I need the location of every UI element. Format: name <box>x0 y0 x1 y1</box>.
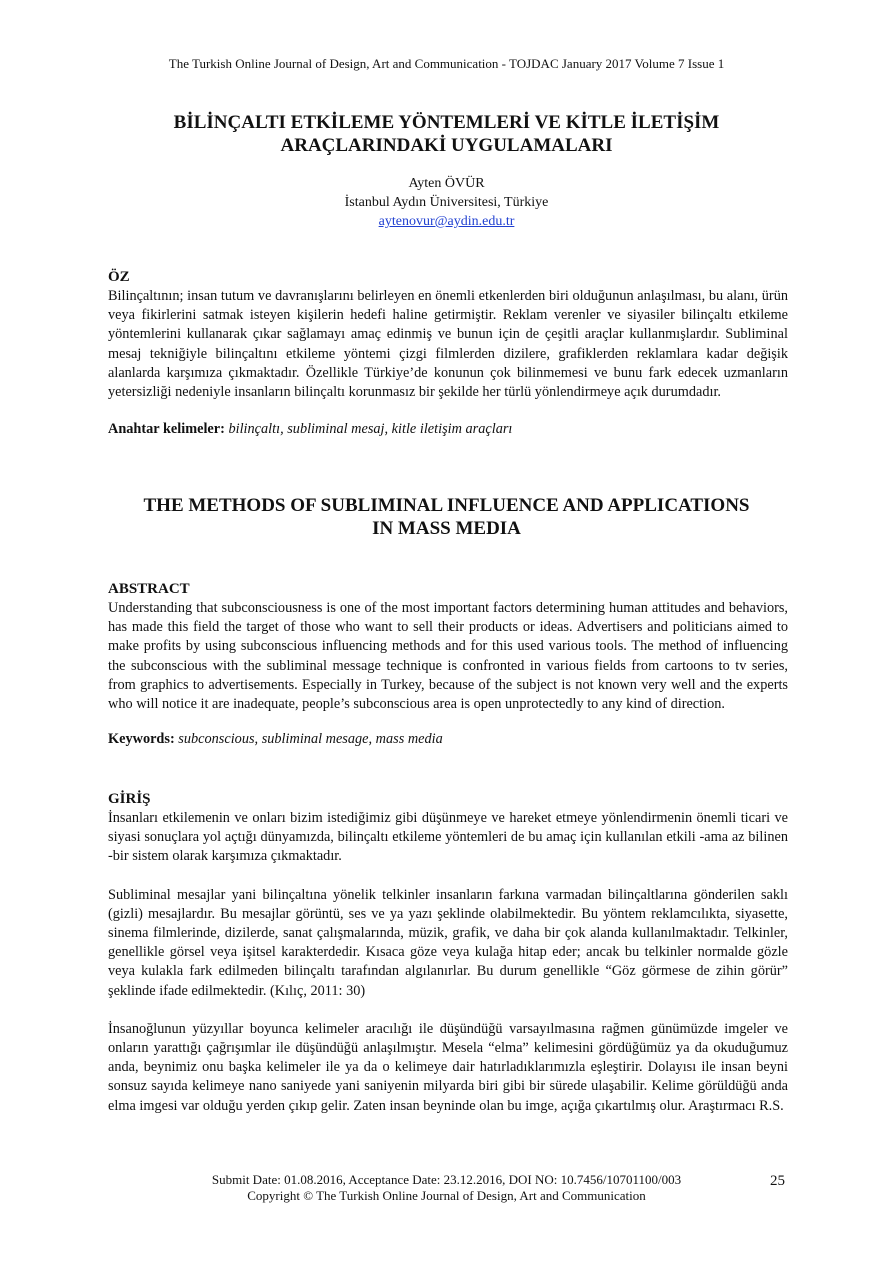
giris-paragraph-3: İnsanoğlunun yüzyıllar boyunca kelimeler aracılığı ile düşündüğü varsayılmasına rağmen günümüzde imgeler ve onların yarattığı çağrışımlar ile düşündüğü anlaşılmıştır. Mesela “elma” kelimesini gördüğümüz ya da okuduğumuz anda, beynimiz onu başka kelimeler ile ya da o kelimeye dair hatırladıklarımızla eşleştirir. Dolayısı ile insan beyni sonsuz sayıda kelimeye nano saniyede yani saniyenin milyarda biri gibi bir sürede ulaşabilir. Kelime görüldüğü anda elma imgesi var olduğu yerden çıkıp gelir. Zaten insan beyninde olan bu imge, açığa çıkartılmış olur. Araştırmacı R.S. <box>108 1020 788 1114</box>
abstract-keywords-label: Keywords: <box>108 731 175 748</box>
giris-section <box>108 790 788 1116</box>
abstract-keywords <box>108 730 788 749</box>
abstract-text: Understanding that subconsciousness is one of the most important factors determining human attitudes and behaviors, has made this field the target of those who want to sell their products or ideas. Advertisers and politicians aimed to make profits by using subconscious influencing methods and for this used various tools. The method of influencing the subconscious with the subliminal message technique is confronted in various fields from cartoons to tv series, from graphics to advertisements. Especially in Turkey, because of the subject is not known very well and the experts who will notice it are inadequate, people’s subconscious area is open unprotectedly to any kind of direction. <box>108 600 788 713</box>
title-english-line1: THE METHODS OF SUBLIMINAL INFLUENCE AND APPLICATIONS <box>143 495 750 516</box>
title-turkish-line2: ARAÇLARINDAKİ UYGULAMALARI <box>280 135 613 156</box>
footer-copyright: Copyright © The Turkish Online Journal of Design, Art and Communication <box>247 1188 646 1203</box>
author-block <box>0 174 893 231</box>
footer-submit-info: Submit Date: 01.08.2016, Acceptance Date: 23.12.2016, DOI NO: 10.7456/10701100/003 <box>211 1172 682 1187</box>
oz-keywords <box>108 420 788 439</box>
author-name: Ayten ÖVÜR <box>408 176 485 191</box>
giris-heading: GİRİŞ <box>108 791 151 807</box>
title-english <box>0 494 893 540</box>
title-turkish <box>0 111 893 157</box>
author-email-link[interactable]: aytenovur@aydin.edu.tr <box>378 214 515 229</box>
giris-paragraph-2: Subliminal mesajlar yani bilinçaltına yönelik telkinler insanların farkına varmadan bilinçaltlarına gönderilen saklı (gizli) mesajlardır. Bu mesajlar görüntü, ses ve ya yazı şeklinde olabilmektedir. Bu yöntem reklamcılıkta, siyasette, sinema filmlerinde, dizilerde, sanat çalışmalarında, müzik, grafik, ve daha bir çok alanda kullanılmaktadır. Telkinler, genellikle görsel veya işitsel karakterdedir. Kısaca göze veya kulağa hitap eder; ancak bu telkinler normalde gözle veya kulakla fark edilmeden bilinçaltı tarafından algılanırlar. Bu durum genellikle “Göz görmese de zihin görür” şeklinde ifade edilmektedir. (Kılıç, 2011: 30) <box>108 886 788 999</box>
title-english-line2: IN MASS MEDIA <box>372 518 521 539</box>
abstract-section <box>108 580 788 749</box>
oz-section <box>108 268 788 439</box>
oz-heading: ÖZ <box>108 269 130 285</box>
title-turkish-line1: BİLİNÇALTI ETKİLEME YÖNTEMLERİ VE KİTLE İLETİŞİM <box>173 112 720 133</box>
author-affiliation: İstanbul Aydın Üniversitesi, Türkiye <box>344 195 549 210</box>
oz-keywords-label: Anahtar kelimeler: <box>108 421 225 438</box>
abstract-heading: ABSTRACT <box>108 581 190 597</box>
oz-text: Bilinçaltının; insan tutum ve davranışlarını belirleyen en önemli etkenlerden biri olduğunun anlaşılması, bu alanı, ürün veya fikirlerini satmak isteyen kişilerin hedefi haline getirmiştir. Reklam verenler ve siyasiler bilinçaltı etkileme yöntemlerini kullanarak çıkar sağlamayı amaç edinmiş ve bunun için de çeşitli araçlar kullanmışlardır. Subliminal mesaj tekniğiyle bilinçaltını etkileme yöntemi çizgi filmlerden dizilere, grafiklerden reklamlara kadar değişik alanlarda karşımıza çıkmaktadır. Özellikle Türkiye’de konunun çok bilinmemesi ve bunu fark edecek uzmanların yetersizliği nedeniyle insanların bilinçaltı korunmasız bir şekilde her türlü yönlendirmeye açık durumdadır. <box>108 288 788 401</box>
footer <box>0 1172 893 1204</box>
page-number: 25 <box>770 1173 785 1189</box>
oz-keywords-value: bilinçaltı, subliminal mesaj, kitle iletişim araçları <box>228 421 513 438</box>
running-head: The Turkish Online Journal of Design, Art and Communication - TOJDAC January 2017 Volume 7 Issue 1 <box>168 56 725 71</box>
abstract-keywords-value: subconscious, subliminal mesage, mass media <box>178 731 443 748</box>
giris-paragraph-1: İnsanları etkilemenin ve onları bizim istediğimiz gibi düşünmeye ve hareket etmeye yönlendirmenin önemli ticari ve siyasi sonuçlara yol açtığı dünyamızda, bilinçaltı etkileme yöntemleri de bu amaç için kullanılan etkili -ama az bilinen -bir sistem olarak karşımıza çıkmaktadır. <box>108 810 788 865</box>
